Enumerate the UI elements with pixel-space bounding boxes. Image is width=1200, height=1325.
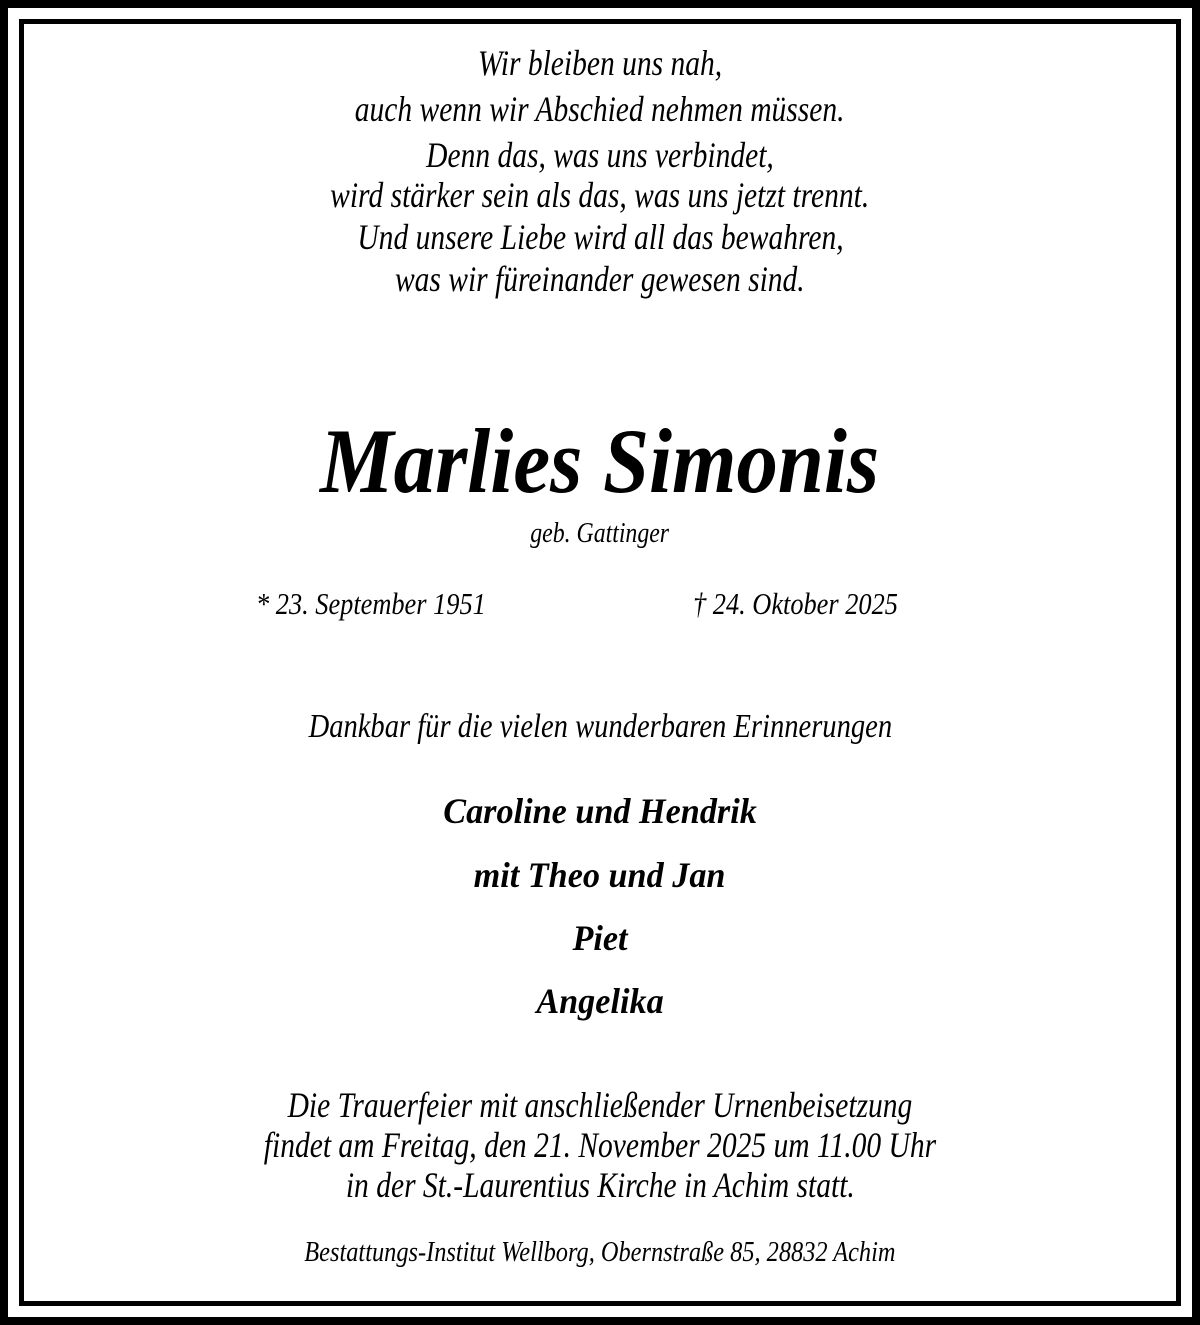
birth-date: * 23. September 1951 bbox=[256, 586, 486, 621]
death-date: † 24. Oktober 2025 bbox=[693, 586, 898, 621]
poem-line: Wir bleiben uns nah, bbox=[477, 43, 723, 83]
thanks-line: Dankbar für die vielen wunderbaren Erinnerungen bbox=[308, 708, 892, 745]
poem-line: was wir füreinander gewesen sind. bbox=[395, 259, 805, 299]
family-member: Piet bbox=[572, 918, 628, 958]
maiden-name: geb. Gattinger bbox=[530, 518, 670, 549]
deceased-name: Marlies Simonis bbox=[320, 410, 880, 512]
family-member: Caroline und Hendrik bbox=[443, 791, 757, 831]
poem-line: wird stärker sein als das, was uns jetzt trennt. bbox=[330, 175, 870, 215]
poem-line: auch wenn wir Abschied nehmen müssen. bbox=[355, 89, 845, 129]
family-member: mit Theo und Jan bbox=[474, 855, 726, 895]
poem-line: Denn das, was uns verbindet, bbox=[426, 135, 774, 175]
undertaker-address: Bestattungs-Institut Wellborg, Obernstraße 85, 28832 Achim bbox=[304, 1236, 896, 1268]
family-member: Angelika bbox=[536, 981, 664, 1021]
ceremony-line: Die Trauerfeier mit anschließender Urnenbeisetzung bbox=[287, 1085, 913, 1125]
ceremony-line: in der St.-Laurentius Kirche in Achim statt. bbox=[345, 1165, 855, 1205]
ceremony-line: findet am Freitag, den 21. November 2025 um 11.00 Uhr bbox=[263, 1125, 937, 1165]
poem-line: Und unsere Liebe wird all das bewahren, bbox=[356, 217, 844, 257]
